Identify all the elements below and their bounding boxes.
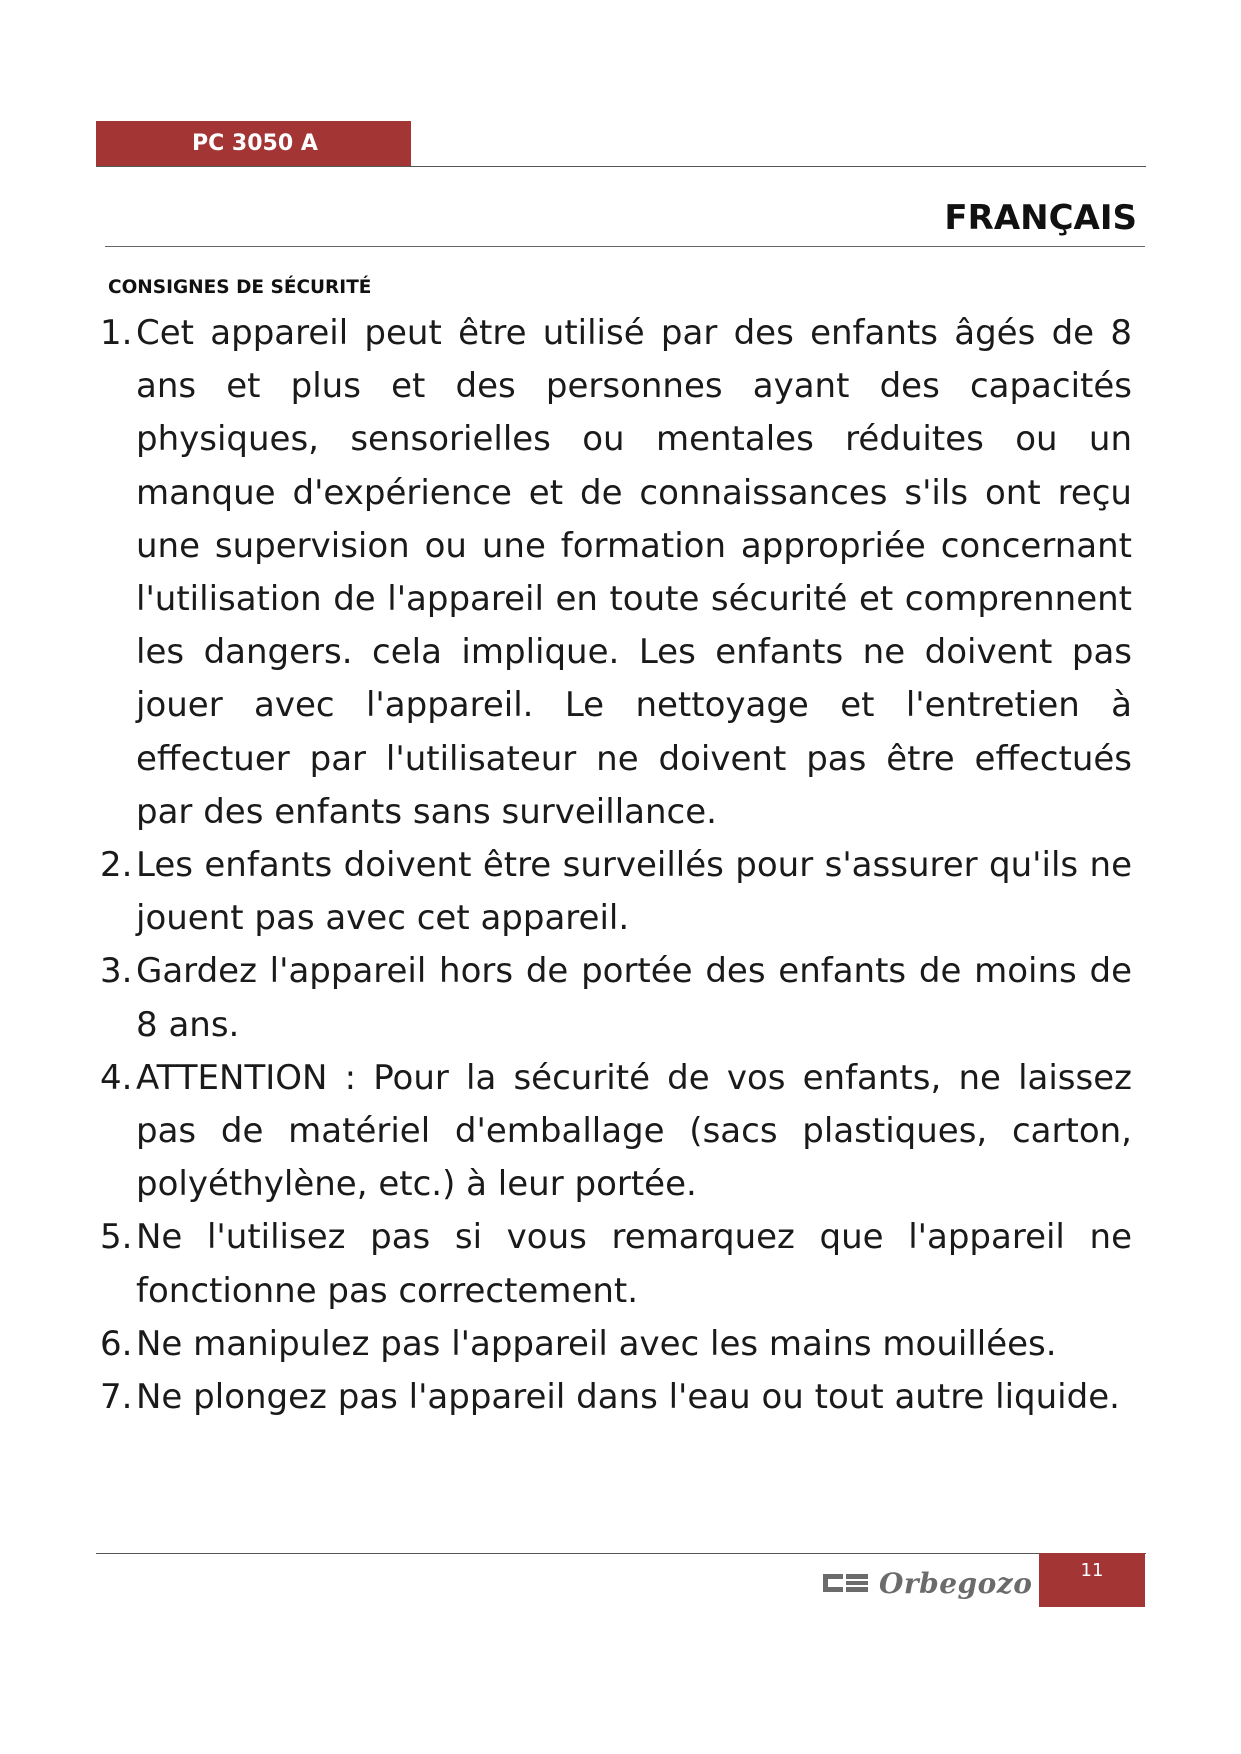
item-number: 1. (100, 313, 133, 353)
safety-item-6 (100, 1318, 1140, 1371)
item-text: Gardez l'appareil hors de portée des enfants de moins de 8 ans. (136, 951, 1132, 1045)
header-divider (96, 166, 1146, 167)
item-number: 4. (100, 1057, 133, 1098)
brand-logo (823, 1560, 1032, 1606)
item-text: Les enfants doivent être surveillés pour s'assurer qu'ils ne jouent pas avec cet appareil. (136, 845, 1132, 939)
item-text: Ne plongez pas l'appareil dans l'eau ou tout autre liquide. (136, 1377, 1120, 1418)
item-text: ATTENTION : Pour la sécurité de vos enfants, ne laissez pas de matériel d'emballage (sacs plastiques, carton, polyéthylène, etc.) à leur portée. (136, 1057, 1132, 1205)
item-text: Ne manipulez pas l'appareil avec les mains mouillées. (136, 1323, 1057, 1364)
model-label: PC 3050 A (96, 121, 411, 167)
safety-item-4 (100, 1052, 1140, 1212)
item-number: 5. (100, 1217, 133, 1258)
safety-item-7 (100, 1371, 1140, 1424)
item-number: 6. (100, 1323, 133, 1364)
section-title: CONSIGNES DE SÉCURITÉ (108, 277, 372, 298)
safety-item-3 (100, 945, 1140, 1051)
item-text: Ne l'utilisez pas si vous remarquez que l'appareil ne fonctionne pas correctement. (136, 1217, 1132, 1311)
safety-instructions-list (100, 307, 1140, 1424)
safety-item-5 (100, 1211, 1140, 1317)
language-divider (105, 246, 1145, 247)
item-number: 3. (100, 951, 133, 992)
orbegozo-logo-icon (823, 1570, 869, 1596)
item-text: Cet appareil peut être utilisé par des enfants âgés de 8 ans et plus et des personnes ayant des capacités physiques, sensorielles ou mentales réduites ou un manque d'expérience et de connaissances s'ils ont reçu une supervision ou une formation appropriée concernant l'utilisation de l'appareil en toute sécurité et comprennent les dangers. cela implique. Les enfants ne doivent pas jouer avec l'appareil. Le nettoyage et l'entretien à effectuer par l'utilisateur ne doivent pas être effectués par des enfants sans surveillance. (136, 313, 1132, 832)
page-number: 11 (1039, 1553, 1145, 1607)
safety-item-1 (100, 307, 1140, 839)
safety-item-2 (100, 839, 1140, 945)
footer-divider (96, 1553, 1146, 1554)
item-number: 2. (100, 845, 133, 886)
item-number: 7. (100, 1377, 133, 1418)
brand-name: Orbegozo (879, 1566, 1033, 1600)
language-title: FRANÇAIS (944, 198, 1137, 238)
